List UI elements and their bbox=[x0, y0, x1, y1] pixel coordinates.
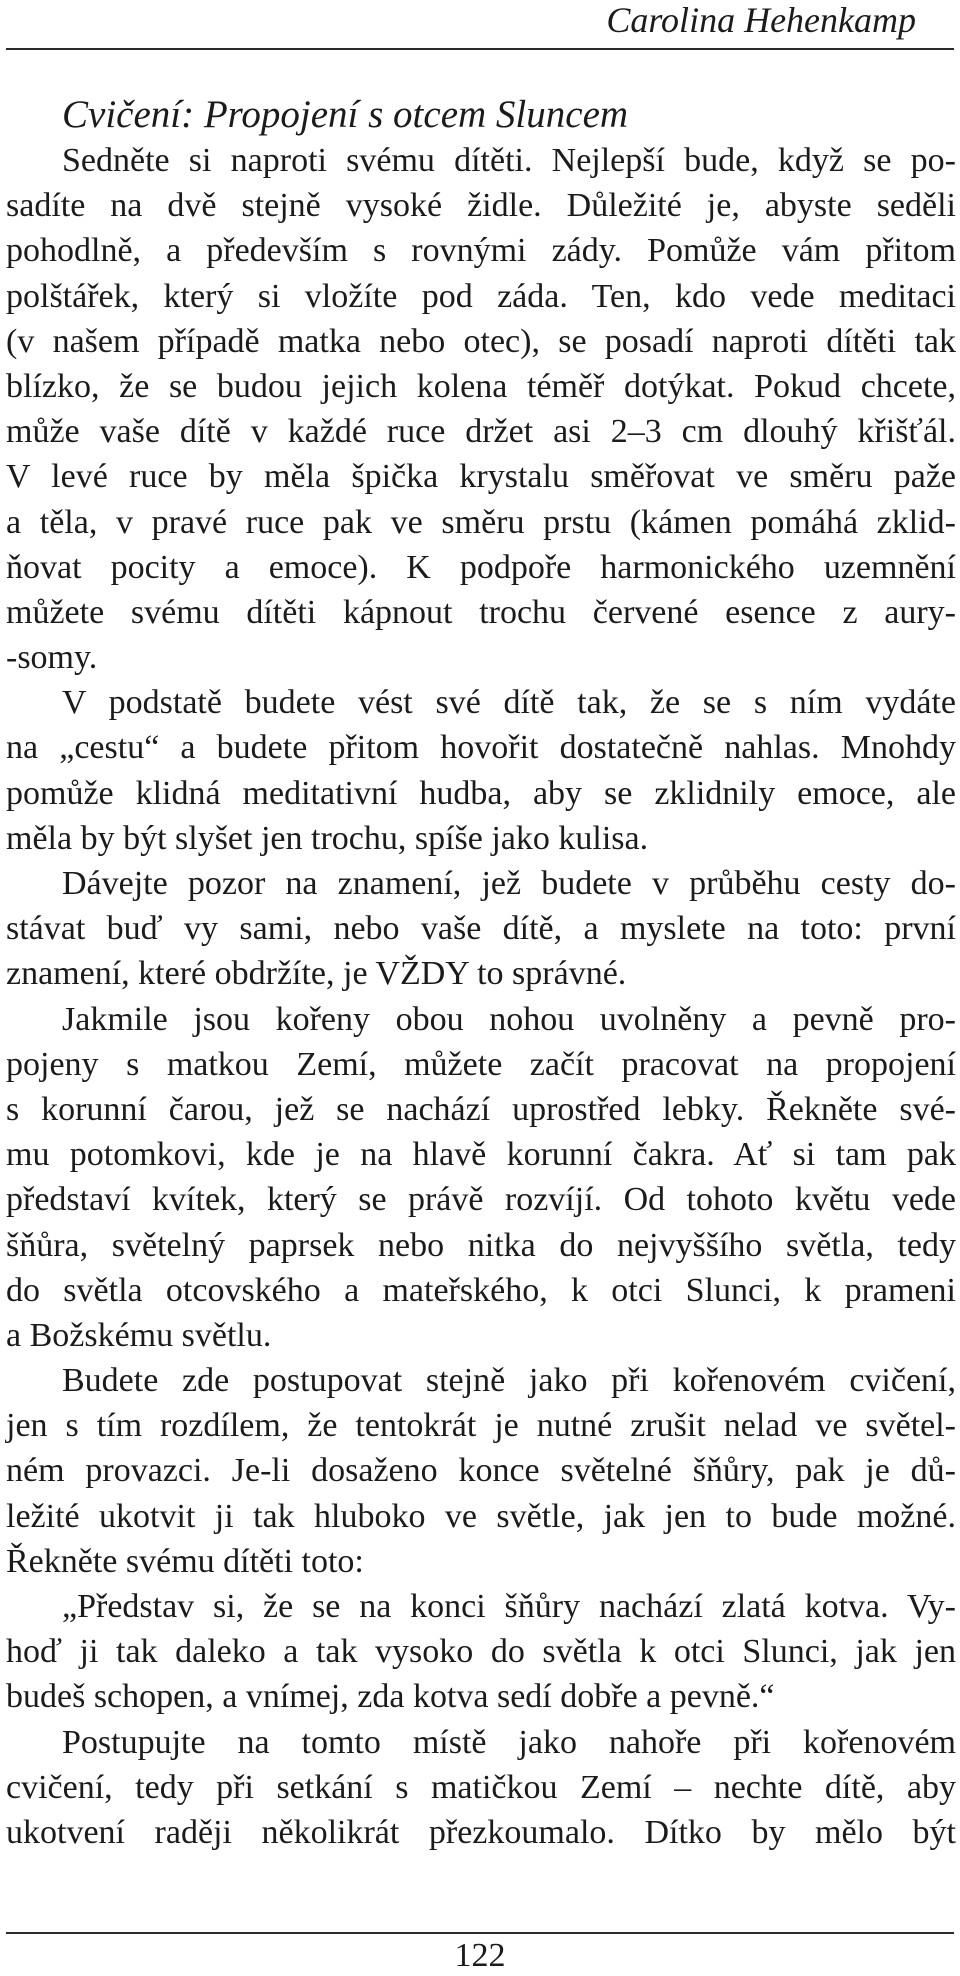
text-line: znamení, které obdržíte, je VŽDY to správné. bbox=[6, 955, 627, 993]
text-line: sadíte na dvě stejně vysoké židle. Důležité je, abyste seděli bbox=[6, 187, 956, 225]
text-line: může vaše dítě v každé ruce držet asi 2–3 cm dlouhý křišťál. bbox=[6, 413, 956, 451]
text-line: (v našem případě matka nebo otec), se posadí naproti dítěti tak bbox=[6, 322, 956, 360]
text-line: blízko, že se budou jejich kolena téměř dotýkat. Pokud chcete, bbox=[6, 367, 956, 405]
text-line: pojeny s matkou Zemí, můžete začít pracovat na propojení bbox=[6, 1045, 956, 1083]
body-text bbox=[6, 138, 956, 1855]
text-line: „Představ si, že se na konci šňůry nachází zlatá kotva. Vy- bbox=[62, 1588, 956, 1625]
text-line: -somy. bbox=[6, 639, 98, 677]
page-body bbox=[6, 92, 956, 1855]
text-line: můžete svému dítěti kápnout trochu červené esence z aury- bbox=[6, 593, 956, 631]
text-line: a těla, v pravé ruce pak ve směru prstu (kámen pomáhá zklid- bbox=[6, 503, 956, 541]
section-title: Cvičení: Propojení s otcem Sluncem bbox=[62, 93, 629, 136]
text-line: představí kvítek, který se právě rozvíjí. Od tohoto květu vede bbox=[6, 1181, 956, 1219]
text-line: ukotvení raději několikrát přezkoumalo. Dítko by mělo být bbox=[6, 1813, 956, 1851]
header-rule bbox=[6, 48, 954, 50]
text-line: s korunní čarou, jež se nachází uprostřed lebky. Řekněte své- bbox=[6, 1090, 956, 1128]
text-line: pomůže klidná meditativní hudba, aby se zklidnily emoce, ale bbox=[6, 774, 956, 812]
text-line: Dávejte pozor na znamení, jež budete v průběhu cesty do- bbox=[62, 865, 956, 902]
text-line: ném provazci. Je-li dosaženo konce světelné šňůry, pak je dů- bbox=[6, 1452, 956, 1490]
text-line: měla by být slyšet jen trochu, spíše jako kulisa. bbox=[6, 819, 649, 857]
text-line: Budete zde postupovat stejně jako při kořenovém cvičení, bbox=[62, 1362, 956, 1400]
text-line: ňovat pocity a emoce). K podpoře harmonického uzemnění bbox=[6, 548, 956, 586]
text-line: Jakmile jsou kořeny obou nohou uvolněny a pevně pro- bbox=[62, 1000, 956, 1038]
text-line: V levé ruce by měla špička krystalu směřovat ve směru paže bbox=[6, 458, 956, 496]
text-line: na „cestu“ a budete přitom hovořit dostatečně nahlas. Mnohdy bbox=[6, 729, 956, 767]
text-line: a Božskému světlu. bbox=[6, 1316, 272, 1354]
text-line: ležité ukotvit ji tak hluboko ve světle, jak jen to bude možné. bbox=[6, 1497, 956, 1535]
text-line: jen s tím rozdílem, že tentokrát je nutné zrušit nelad ve světel- bbox=[6, 1407, 956, 1445]
text-line: budeš schopen, a vnímej, zda kotva sedí dobře a pevně.“ bbox=[6, 1678, 775, 1716]
text-line: stávat buď vy sami, nebo vaše dítě, a myslete na toto: první bbox=[6, 910, 956, 948]
text-line: šňůra, světelný paprsek nebo nitka do nejvyššího světla, tedy bbox=[6, 1226, 956, 1264]
text-line: Postupujte na tomto místě jako nahoře při kořenovém bbox=[62, 1723, 956, 1761]
text-line: V podstatě budete vést své dítě tak, že se s ním vydáte bbox=[62, 684, 956, 722]
running-header-author: Carolina Hehenkamp bbox=[606, 0, 916, 40]
text-line: Sedněte si naproti svému dítěti. Nejlepší bude, když se po- bbox=[62, 142, 956, 179]
footer-rule bbox=[6, 1932, 954, 1934]
text-line: Řekněte svému dítěti toto: bbox=[6, 1542, 364, 1580]
text-line: pohodlně, a především s rovnými zády. Pomůže vám přitom bbox=[6, 232, 956, 270]
text-line: mu potomkovi, kde je na hlavě korunní čakra. Ať si tam pak bbox=[6, 1136, 956, 1174]
text-line: hoď ji tak daleko a tak vysoko do světla k otci Slunci, jak jen bbox=[6, 1633, 956, 1671]
text-line: polštářek, který si vložíte pod záda. Ten, kdo vede meditaci bbox=[6, 277, 956, 315]
text-line: do světla otcovského a mateřského, k otci Slunci, k prameni bbox=[6, 1271, 956, 1309]
page-number: 122 bbox=[454, 1937, 506, 1974]
text-line: cvičení, tedy při setkání s matičkou Zemí – nechte dítě, aby bbox=[6, 1768, 956, 1806]
